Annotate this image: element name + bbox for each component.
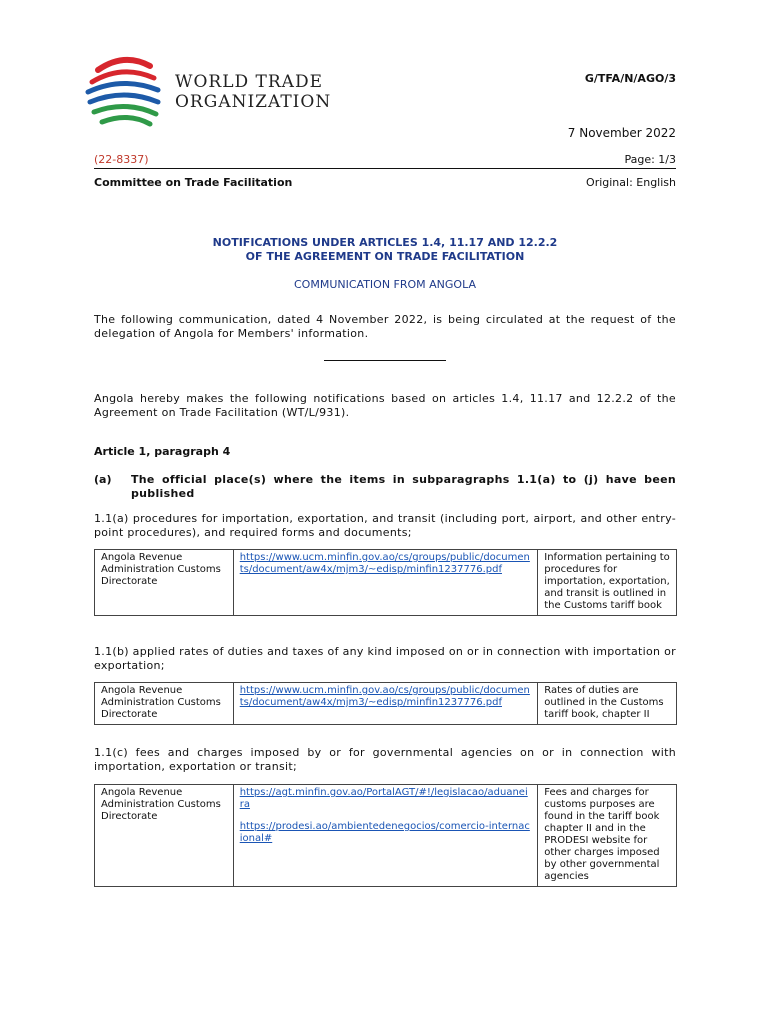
agency-cell: Angola Revenue Administration Customs Directorate xyxy=(95,683,234,725)
publication-link[interactable]: https://www.ucm.minfin.gov.ao/cs/groups/public/documents/document/aw4x/mjm3/~edisp/minfin1237776.pdf xyxy=(239,685,530,708)
wto-logo xyxy=(84,56,334,130)
section-c-table xyxy=(94,784,677,887)
link-cell xyxy=(233,683,538,725)
title-line1: NOTIFICATIONS UNDER ARTICLES 1.4, 11.17 AND 12.2.2 xyxy=(212,236,558,249)
note-cell: Fees and charges for customs purposes are found in the tariff book chapter II and in the PRODESI website for other charges imposed by other governmental agencies xyxy=(538,785,677,887)
table-row xyxy=(95,683,677,725)
title-line2: OF THE AGREEMENT ON TRADE FACILITATION xyxy=(245,250,525,263)
publication-link[interactable]: https://www.ucm.minfin.gov.ao/cs/groups/public/documents/document/aw4x/mjm3/~edisp/minfin1237776.pdf xyxy=(239,552,530,575)
publication-link[interactable]: https://prodesi.ao/ambientedenegocios/comercio-internacional# xyxy=(239,821,530,844)
link-cell xyxy=(233,785,538,887)
org-name-line1: WORLD TRADE xyxy=(175,72,323,92)
document-title xyxy=(94,236,676,264)
wto-logo-text xyxy=(175,72,331,112)
section-divider xyxy=(324,360,446,361)
header-rule xyxy=(94,168,676,169)
committee-name: Committee on Trade Facilitation xyxy=(94,176,293,189)
article-heading: Article 1, paragraph 4 xyxy=(94,445,231,458)
intro-paragraph: The following communication, dated 4 November 2022, is being circulated at the request of the delegation of Angola for Members' information. xyxy=(94,313,676,340)
section-a-heading: 1.1(a) procedures for importation, exportation, and transit (including port, airport, and other entry-point procedures), and required forms and documents; xyxy=(94,512,676,539)
section-b-heading: 1.1(b) applied rates of duties and taxes of any kind imposed on or in connection with importation or exportation; xyxy=(94,645,676,672)
section-b-table xyxy=(94,682,677,725)
document-date: 7 November 2022 xyxy=(567,126,676,140)
item-a-label: (a) xyxy=(94,473,112,486)
notification-paragraph: Angola hereby makes the following notifications based on articles 1.4, 11.17 and 12.2.2 of the Agreement on Trade Facilitation (WT/L/931). xyxy=(94,392,676,419)
item-a-text: The official place(s) where the items in subparagraphs 1.1(a) to (j) have been published xyxy=(131,473,676,500)
table-row xyxy=(95,550,677,616)
agency-cell: Angola Revenue Administration Customs Directorate xyxy=(95,550,234,616)
table-row xyxy=(95,785,677,887)
link-cell xyxy=(233,550,538,616)
document-number: (22-8337) xyxy=(94,153,149,166)
note-cell: Information pertaining to procedures for importation, exportation, and transit is outlined in the Customs tariff book xyxy=(538,550,677,616)
section-c-heading: 1.1(c) fees and charges imposed by or for governmental agencies on or in connection with importation, exportation or transit; xyxy=(94,746,676,773)
section-a-table xyxy=(94,549,677,616)
note-cell: Rates of duties are outlined in the Customs tariff book, chapter II xyxy=(538,683,677,725)
wto-emblem-icon xyxy=(84,56,164,130)
original-language: Original: English xyxy=(586,176,676,189)
page-indicator: Page: 1/3 xyxy=(624,153,676,166)
org-name-line2: ORGANIZATION xyxy=(175,92,332,112)
document-subtitle: COMMUNICATION FROM ANGOLA xyxy=(294,278,476,291)
agency-cell: Angola Revenue Administration Customs Directorate xyxy=(95,785,234,887)
document-symbol: G/TFA/N/AGO/3 xyxy=(584,72,676,85)
publication-link[interactable]: https://agt.minfin.gov.ao/PortalAGT/#!/legislacao/aduaneira xyxy=(239,787,528,810)
